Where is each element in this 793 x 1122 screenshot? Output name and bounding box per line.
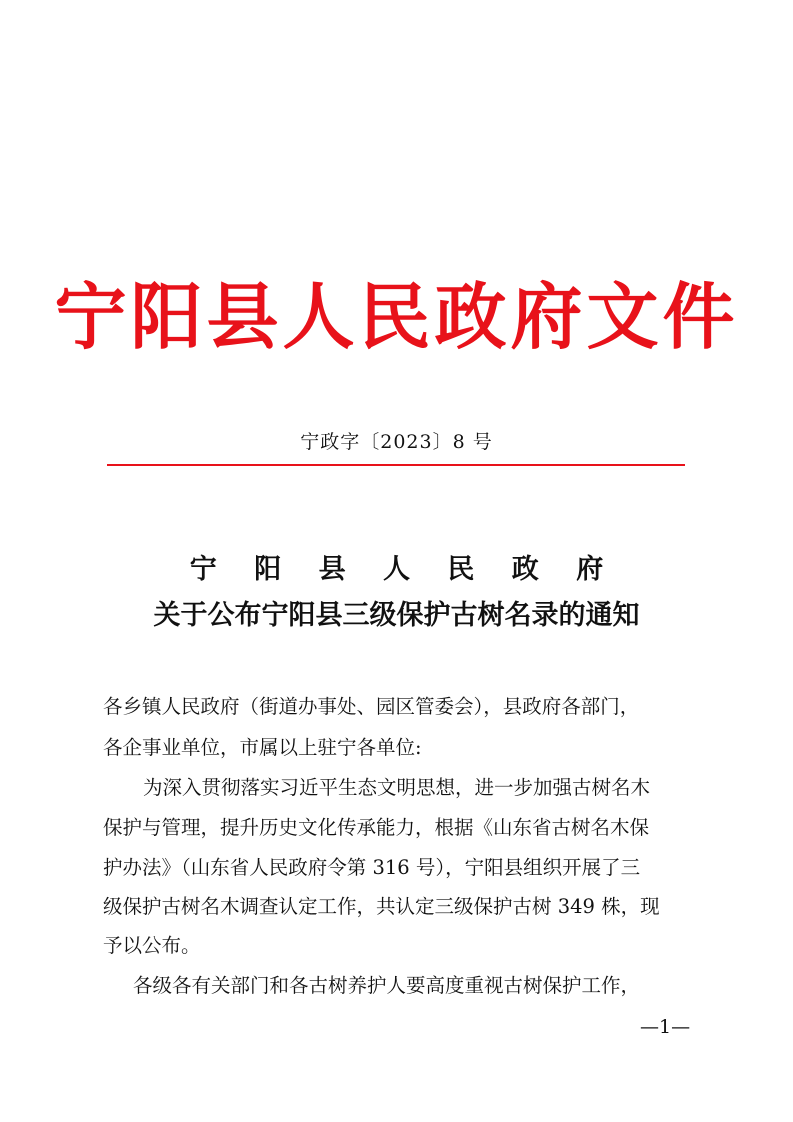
notice-subject-title: 关于公布宁阳县三级保护古树名录的通知 [153, 600, 640, 631]
document-number: 宁政字〔2023〕8 号 [300, 431, 493, 453]
issuer-title: 宁 阳 县 人 民 政 府 [189, 554, 618, 585]
paragraph-1-line-3: 护办法》（山东省人民政府令第 316 号），宁阳县组织开展了三 [103, 856, 641, 879]
red-divider-rule [107, 464, 685, 466]
paragraph-1-line-2: 保护与管理，提升历史文化传承能力，根据《山东省古树名木保 [103, 816, 650, 839]
paragraph-1-line-4: 级保护古树名木调查认定工作，共认定三级保护古树 349 株，现 [103, 895, 660, 918]
masthead-title: 宁阳县人民政府文件 [54, 274, 739, 359]
page-number: —1— [640, 1016, 691, 1038]
addressee-line-2: 各企事业单位，市属以上驻宁各单位: [103, 736, 422, 759]
paragraph-1-line-1: 为深入贯彻落实习近平生态文明思想，进一步加强古树名木 [143, 776, 651, 799]
paragraph-1-line-5: 予以公布。 [103, 934, 201, 957]
paragraph-2-line-1: 各级各有关部门和各古树养护人要高度重视古树保护工作， [133, 974, 641, 997]
addressee-line-1: 各乡镇人民政府（街道办事处、园区管委会），县政府各部门， [103, 695, 640, 718]
